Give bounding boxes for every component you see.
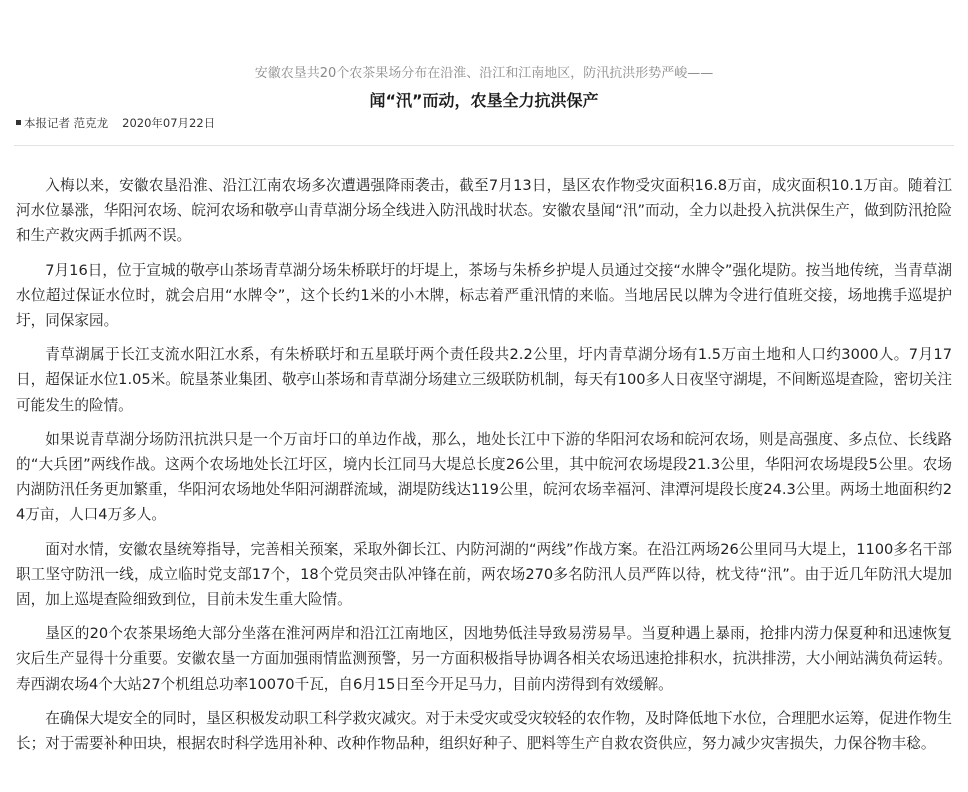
article-paragraph: 在确保大堤安全的同时，垦区积极发动职工科学救灾减灾。对于未受灾或受灾较轻的农作物，及时降低地下水位，合理肥水运筹，促进作物生长；对于需要补种田块，根据农时科学选用补种、改种作物品种，组织好种子、肥料等生产自救农资供应，努力减少灾害损失，力保谷物丰稔。 [16, 709, 952, 753]
article-paragraph: 7月16日，位于宣城的敬亭山茶场青草湖分场朱桥联圩的圩堤上，茶场与朱桥乡护堤人员通过交接“水牌令”强化堤防。按当地传统，当青草湖水位超过保证水位时，就会启用“水牌令”，这个长约1米的小木牌，标志着严重汛情的来临。当地居民以牌为令进行值班交接，场地携手巡堤护圩，同保家园。 [16, 261, 952, 330]
article-subtitle: 安徽农垦共20个农茶果场分布在沿淮、沿江和江南地区，防汛抗洪形势严峻—— [254, 66, 714, 81]
article-title: 闻“汛”而动，农垦全力抗洪保产 [369, 91, 599, 110]
byline-author: 本报记者 范克龙 [24, 116, 109, 130]
header-divider [14, 145, 954, 146]
byline-date: 2020年07月22日 [122, 116, 216, 130]
article-paragraph: 垦区的20个农茶果场绝大部分坐落在淮河两岸和沿江江南地区，因地势低洼导致易涝易旱。当夏种遇上暴雨，抢排内涝力保夏种和迅速恢复灾后生产显得十分重要。安徽农垦一方面加强雨情监测预警，另一方面积极指导协调各相关农场迅速抢排积水，抗洪排涝，大小闸站满负荷运转。寿西湖农场4个大站27个机组总功率10070千瓦，自6月15日至今开足马力，目前内涝得到有效缓解。 [16, 625, 952, 693]
article-paragraph: 青草湖属于长江支流水阳江水系，有朱桥联圩和五星联圩两个责任段共2.2公里，圩内青草湖分场有1.5万亩土地和人口约3000人。7月17日，超保证水位1.05米。皖垦茶业集团、敬亭山茶场和青草湖分场建立三级联防机制，每天有100多人日夜坚守湖堤，不间断巡堤查险，密切关注可能发生的险情。 [16, 346, 952, 414]
article-paragraph: 如果说青草湖分场防汛抗洪只是一个万亩圩口的单边作战，那么，地处长江中下游的华阳河农场和皖河农场，则是高强度、多点位、长线路的“大兵团”两线作战。这两个农场地处长江圩区，境内长江同马大堤总长度26公里，其中皖河农场堤段21.3公里，华阳河农场堤段5公里。农场内湖防汛任务更加繁重，华阳河农场地处华阳河湖群流域，湖堤防线达119公里，皖河农场幸福河、津潭河堤段长度24.3公里。两场土地面积约24万亩，人口4万多人。 [16, 430, 952, 524]
article-body [16, 173, 952, 765]
article-paragraph: 面对水情，安徽农垦统筹指导，完善相关预案，采取外御长江、内防河湖的“两线”作战方案。在沿江两场26公里同马大堤上，1100多名干部职工坚守防汛一线，成立临时党支部17个，18个党员突击队冲锋在前，两农场270多名防汛人员严阵以待，枕戈待“汛”。由于近几年防汛大堤加固，加上巡堤查险细致到位，目前未发生重大险情。 [16, 540, 952, 609]
byline [16, 114, 215, 132]
square-bullet-icon [16, 120, 21, 125]
article-paragraph: 入梅以来，安徽农垦沿淮、沿江江南农场多次遭遇强降雨袭击，截至7月13日，垦区农作物受灾面积16.8万亩，成灾面积10.1万亩。随着江河水位暴涨，华阳河农场、皖河农场和敬亭山青草湖分场全线进入防汛战时状态。安徽农垦闻“汛”而动，全力以赴投入抗洪保生产，做到防汛抢险和生产救灾两手抓两不误。 [16, 177, 952, 245]
